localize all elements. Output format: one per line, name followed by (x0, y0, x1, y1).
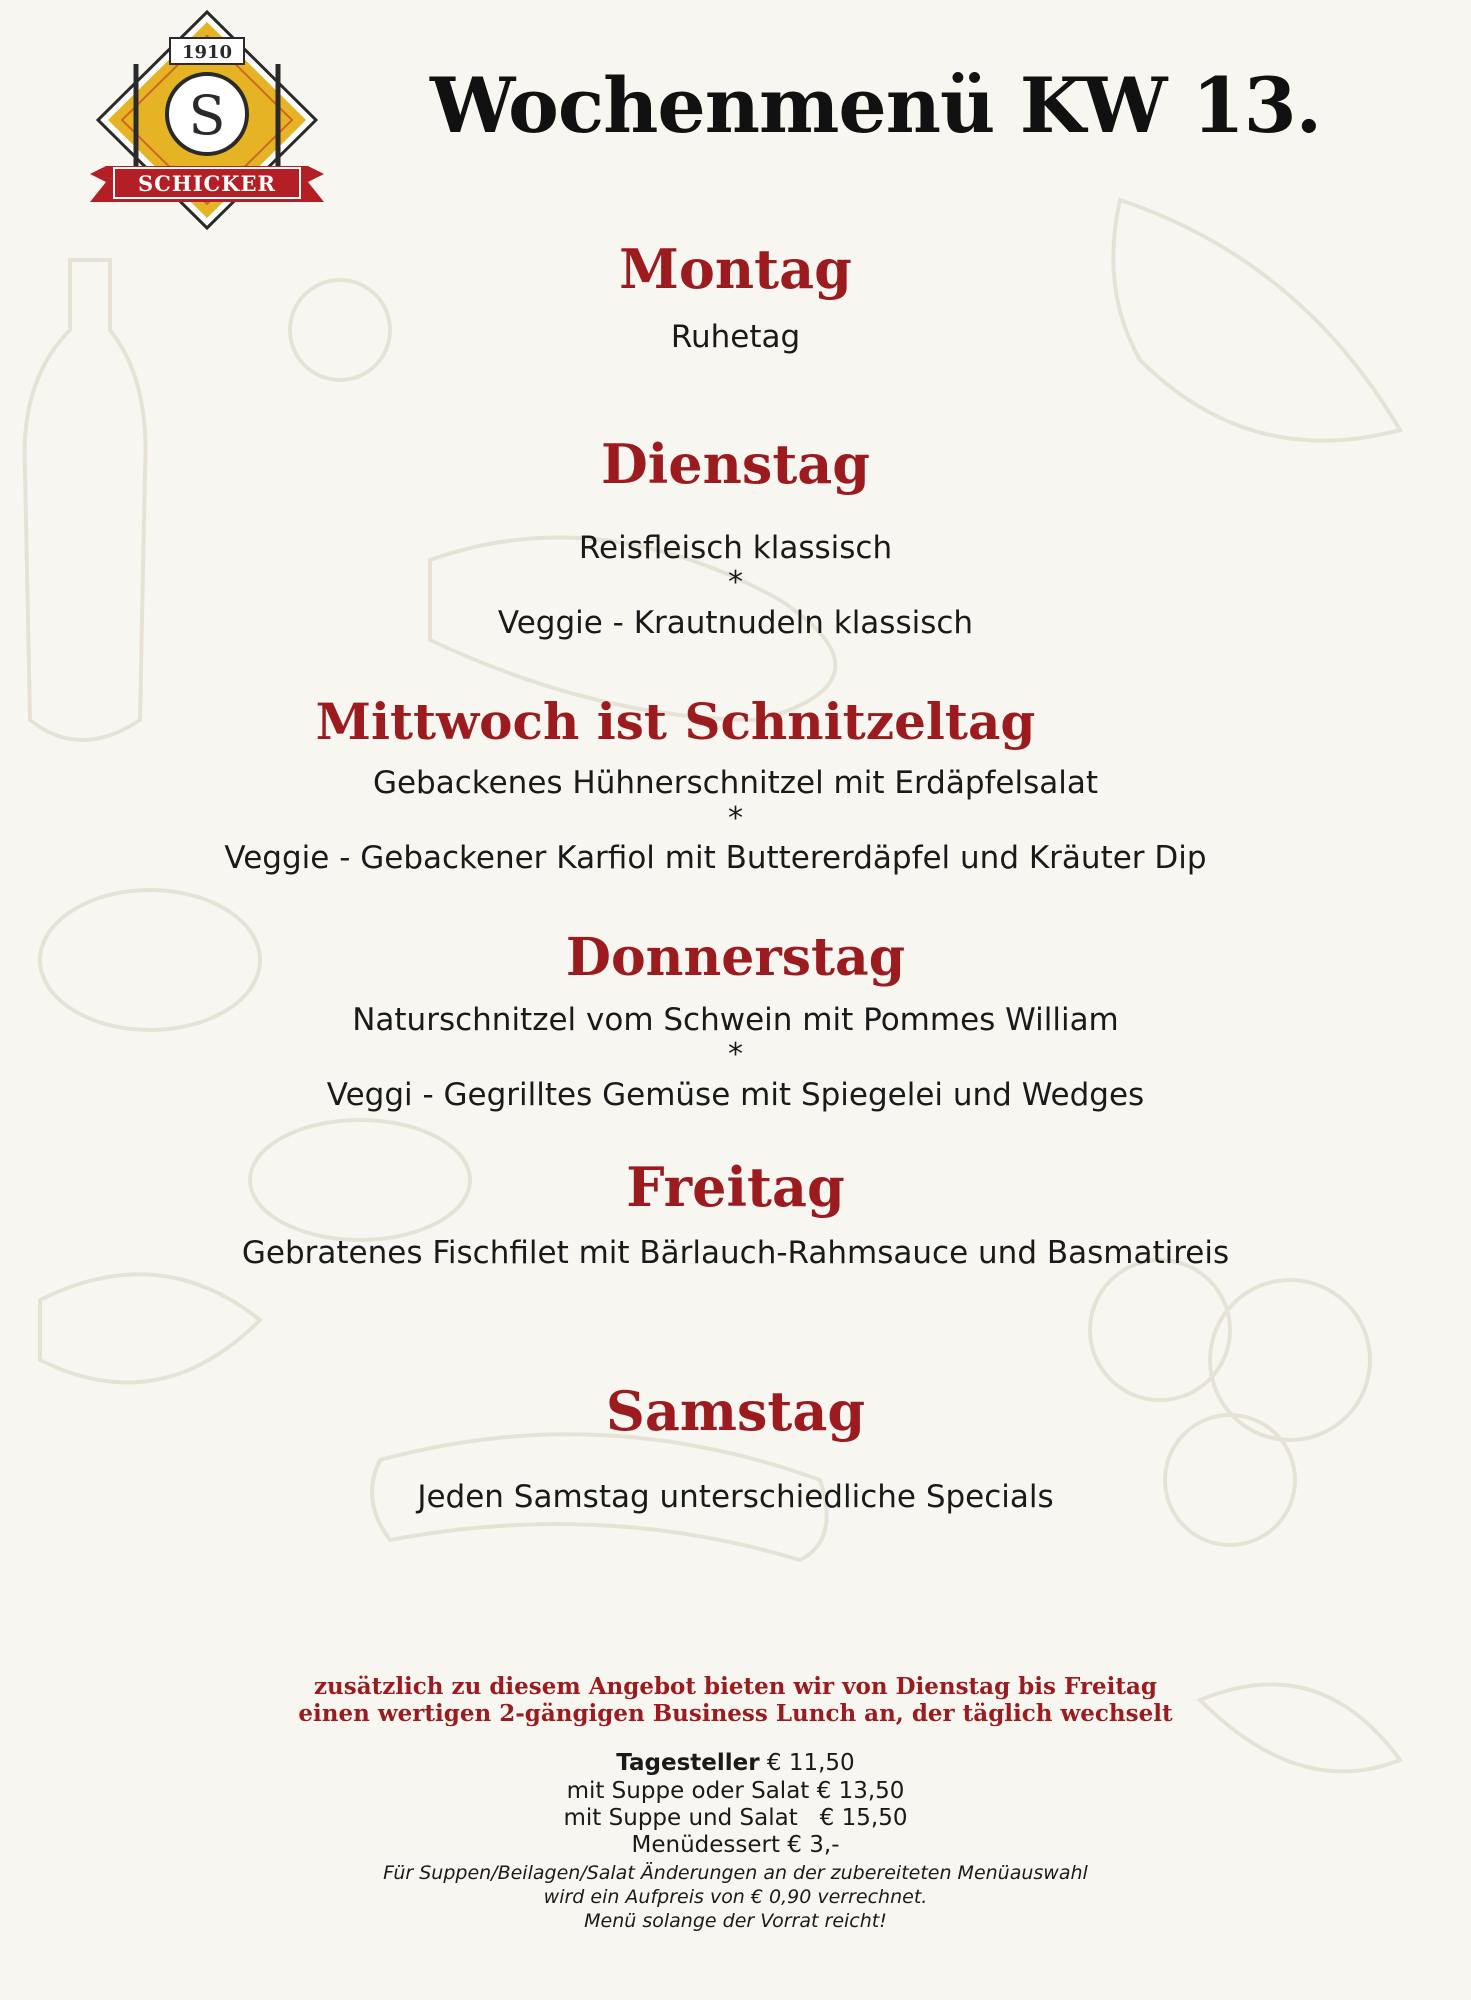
dish-dienstag-2: Veggie - Krautnudeln klassisch (497, 605, 974, 641)
price-menuedessert: Menüdessert € 3,- (631, 1832, 840, 1858)
price-suppe-oder-salat: mit Suppe oder Salat € 13,50 (566, 1778, 905, 1804)
day-heading-dienstag: Dienstag (600, 432, 871, 496)
schicker-logo (84, 6, 330, 234)
logo-monogram: S (188, 84, 226, 147)
dish-donnerstag-1: Naturschnitzel vom Schwein mit Pommes William (352, 1002, 1119, 1038)
fine-print-line-2: wird ein Aufpreis von € 0,90 verrechnet. (543, 1886, 928, 1908)
dish-donnerstag-2: Veggi - Gegrilltes Gemüse mit Spiegelei und Wedges (326, 1077, 1145, 1113)
tagesteller-price: € 11,50 (766, 1750, 855, 1776)
business-lunch-line-2: einen wertigen 2-gängigen Business Lunch an, der täglich wechselt (298, 1700, 1173, 1727)
day-heading-samstag: Samstag (605, 1379, 866, 1443)
dish-freitag-1: Gebratenes Fischfilet mit Bärlauch-Rahmsauce und Basmatireis (241, 1235, 1230, 1271)
page-title: Wochenmenü KW 13. (430, 61, 1322, 150)
day-heading-mittwoch: Mittwoch ist Schnitzeltag (315, 692, 1036, 751)
day-heading-freitag: Freitag (626, 1155, 845, 1219)
day-heading-montag: Montag (619, 237, 852, 301)
price-tagesteller (0, 1752, 1471, 1775)
logo-name: SCHICKER (138, 171, 276, 196)
fine-print-line-1: Für Suppen/Beilagen/Salat Änderungen an der zubereiteten Menüauswahl (383, 1862, 1088, 1884)
price-suppe-und-salat: mit Suppe und Salat € 15,50 (563, 1805, 908, 1831)
dish-separator: * (728, 801, 743, 836)
logo-year: 1910 (181, 42, 233, 63)
day-heading-donnerstag: Donnerstag (565, 927, 906, 988)
dish-separator: * (728, 1037, 743, 1072)
dish-dienstag-1: Reisfleisch klassisch (578, 530, 893, 566)
tagesteller-label: Tagesteller (616, 1750, 760, 1776)
business-lunch-line-1: zusätzlich zu diesem Angebot bieten wir von Dienstag bis Freitag (314, 1673, 1157, 1700)
dish-montag-1: Ruhetag (670, 319, 801, 355)
dish-samstag-1: Jeden Samstag unterschiedliche Specials (417, 1479, 1054, 1515)
fine-print-line-3: Menü solange der Vorrat reicht! (584, 1910, 887, 1932)
dish-mittwoch-2: Veggie - Gebackener Karfiol mit Buttererdäpfel und Kräuter Dip (224, 840, 1207, 876)
dish-separator: * (728, 565, 743, 600)
dish-mittwoch-1: Gebackenes Hühnerschnitzel mit Erdäpfelsalat (372, 765, 1099, 801)
